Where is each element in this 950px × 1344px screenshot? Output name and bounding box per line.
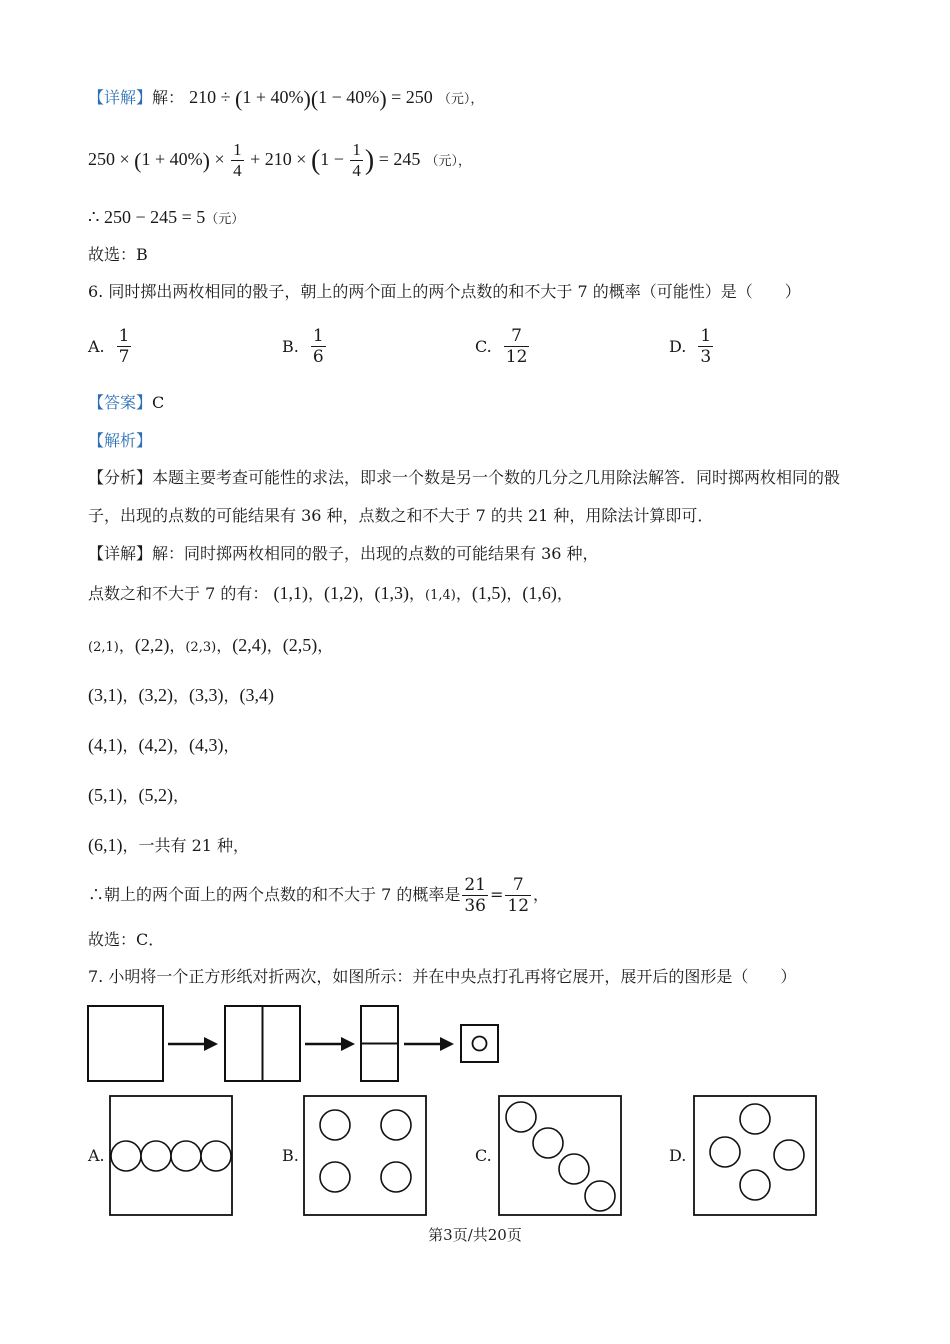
hole [559, 1154, 589, 1184]
arrow-1-head [204, 1037, 218, 1051]
hole [774, 1140, 804, 1170]
q7-option-c-label: C. [475, 1146, 492, 1165]
q7-option-d-figure[interactable] [693, 1095, 819, 1217]
q7-folding-diagram [86, 1004, 506, 1084]
q6-conclusion: ∴朝上的两个面上的两个点数的和不大于 7 的概率是 $\frac{21}{36}$ = $\frac{7}{12}$ ， [88, 875, 550, 916]
equation-2: 250 × (1 + 40%) × $\frac{1}{4}$ + 210 × (1 − $\frac{1}{4}$ ) = 245 [88, 140, 421, 181]
hole [506, 1102, 536, 1132]
q6-option-d[interactable]: D. $\frac{1}{3}$ [669, 326, 712, 367]
q6-pairs-row-2: (2,1)，(2,2)，(2,3)，(2,4)，(2,5)， [88, 635, 334, 655]
equation-1: 210 ÷ (1 + 40%)(1 − 40%) = 250 [189, 85, 433, 111]
q6-pairs-row-1: 点数之和不大于 7 的有： (1,1)，(1,2)，(1,3)，(1,4)，(1,5)，(1,6)， [88, 583, 573, 603]
q6-pairs-row-6: (6,1)，一共有 21 种， [88, 835, 250, 855]
q6-answer: 【答案】C [88, 393, 165, 412]
q7-option-a-figure[interactable] [109, 1095, 235, 1217]
q6-option-c[interactable]: C. $\frac{7}{12}$ [475, 326, 528, 367]
detail-tag: 【详解】 [88, 88, 153, 107]
hole [171, 1141, 201, 1171]
q7-option-b-figure[interactable] [303, 1095, 429, 1217]
hole [201, 1141, 231, 1171]
hole [740, 1170, 770, 1200]
hole [533, 1128, 563, 1158]
hole [141, 1141, 171, 1171]
hole [585, 1181, 615, 1211]
detail-answer: 故选：B [88, 245, 148, 264]
hole [111, 1141, 141, 1171]
hole [740, 1104, 770, 1134]
q6-fenxi-2: 子，出现的点数的可能结果有 36 种，点数之和不大于 7 的共 21 种，用除法计算即可． [88, 506, 714, 525]
q6-detail-1: 【详解】解：同时掷两枚相同的骰子，出现的点数的可能结果有 36 种， [88, 544, 599, 563]
hole [710, 1137, 740, 1167]
detail-line-2: 250 × (1 + 40%) × $\frac{1}{4}$ + 210 × (1 − $\frac{1}{4}$ ) = 245 （元）， [88, 140, 472, 181]
q7-option-a-label: A. [88, 1146, 105, 1165]
hole [320, 1110, 350, 1140]
q6-final: 故选：C． [88, 930, 165, 949]
arrow-2-head [341, 1037, 355, 1051]
hole [320, 1162, 350, 1192]
q6-analysis-tag: 【解析】 [88, 431, 153, 450]
hole [381, 1162, 411, 1192]
square-paper [88, 1006, 163, 1081]
q6-option-a[interactable]: A. $\frac{1}{7}$ [88, 326, 130, 367]
q6-option-b[interactable]: B. $\frac{1}{6}$ [282, 326, 324, 367]
q6-pairs-row-4: (4,1)，(4,2)，(4,3)， [88, 735, 240, 755]
punched-square [461, 1025, 498, 1062]
q7-question: 7. 小明将一个正方形纸对折两次，如图所示：并在中央点打孔再将它展开，展开后的图形是（ ） [88, 967, 797, 986]
q6-pairs-row-5: (5,1)，(5,2)， [88, 785, 190, 805]
arrow-3-head [440, 1037, 454, 1051]
q6-fenxi-1: 【分析】本题主要考查可能性的求法，即求一个数是另一个数的几分之几用除法解答．同时掷两枚相同的骰 [88, 468, 841, 487]
q7-option-c-figure[interactable] [498, 1095, 624, 1217]
page-footer: 第3页/共20页 [428, 1226, 522, 1244]
punched-hole [473, 1037, 487, 1051]
q6-pairs-row-3: (3,1)，(3,2)，(3,3)，(3,4) [88, 685, 275, 705]
hole [381, 1110, 411, 1140]
q6-question: 6. 同时掷出两枚相同的骰子，朝上的两个面上的两个点数的和不大于 7 的概率（可能性）是（ ） [88, 282, 801, 301]
q7-option-b-label: B. [282, 1146, 299, 1165]
q7-option-d-label: D. [669, 1146, 687, 1165]
detail-line-3: ∴ 250 − 245 = 5（元） [88, 207, 245, 227]
detail-line-1: 【详解】解： 210 ÷ (1 + 40%)(1 − 40%) = 250 （元）， [88, 85, 484, 111]
